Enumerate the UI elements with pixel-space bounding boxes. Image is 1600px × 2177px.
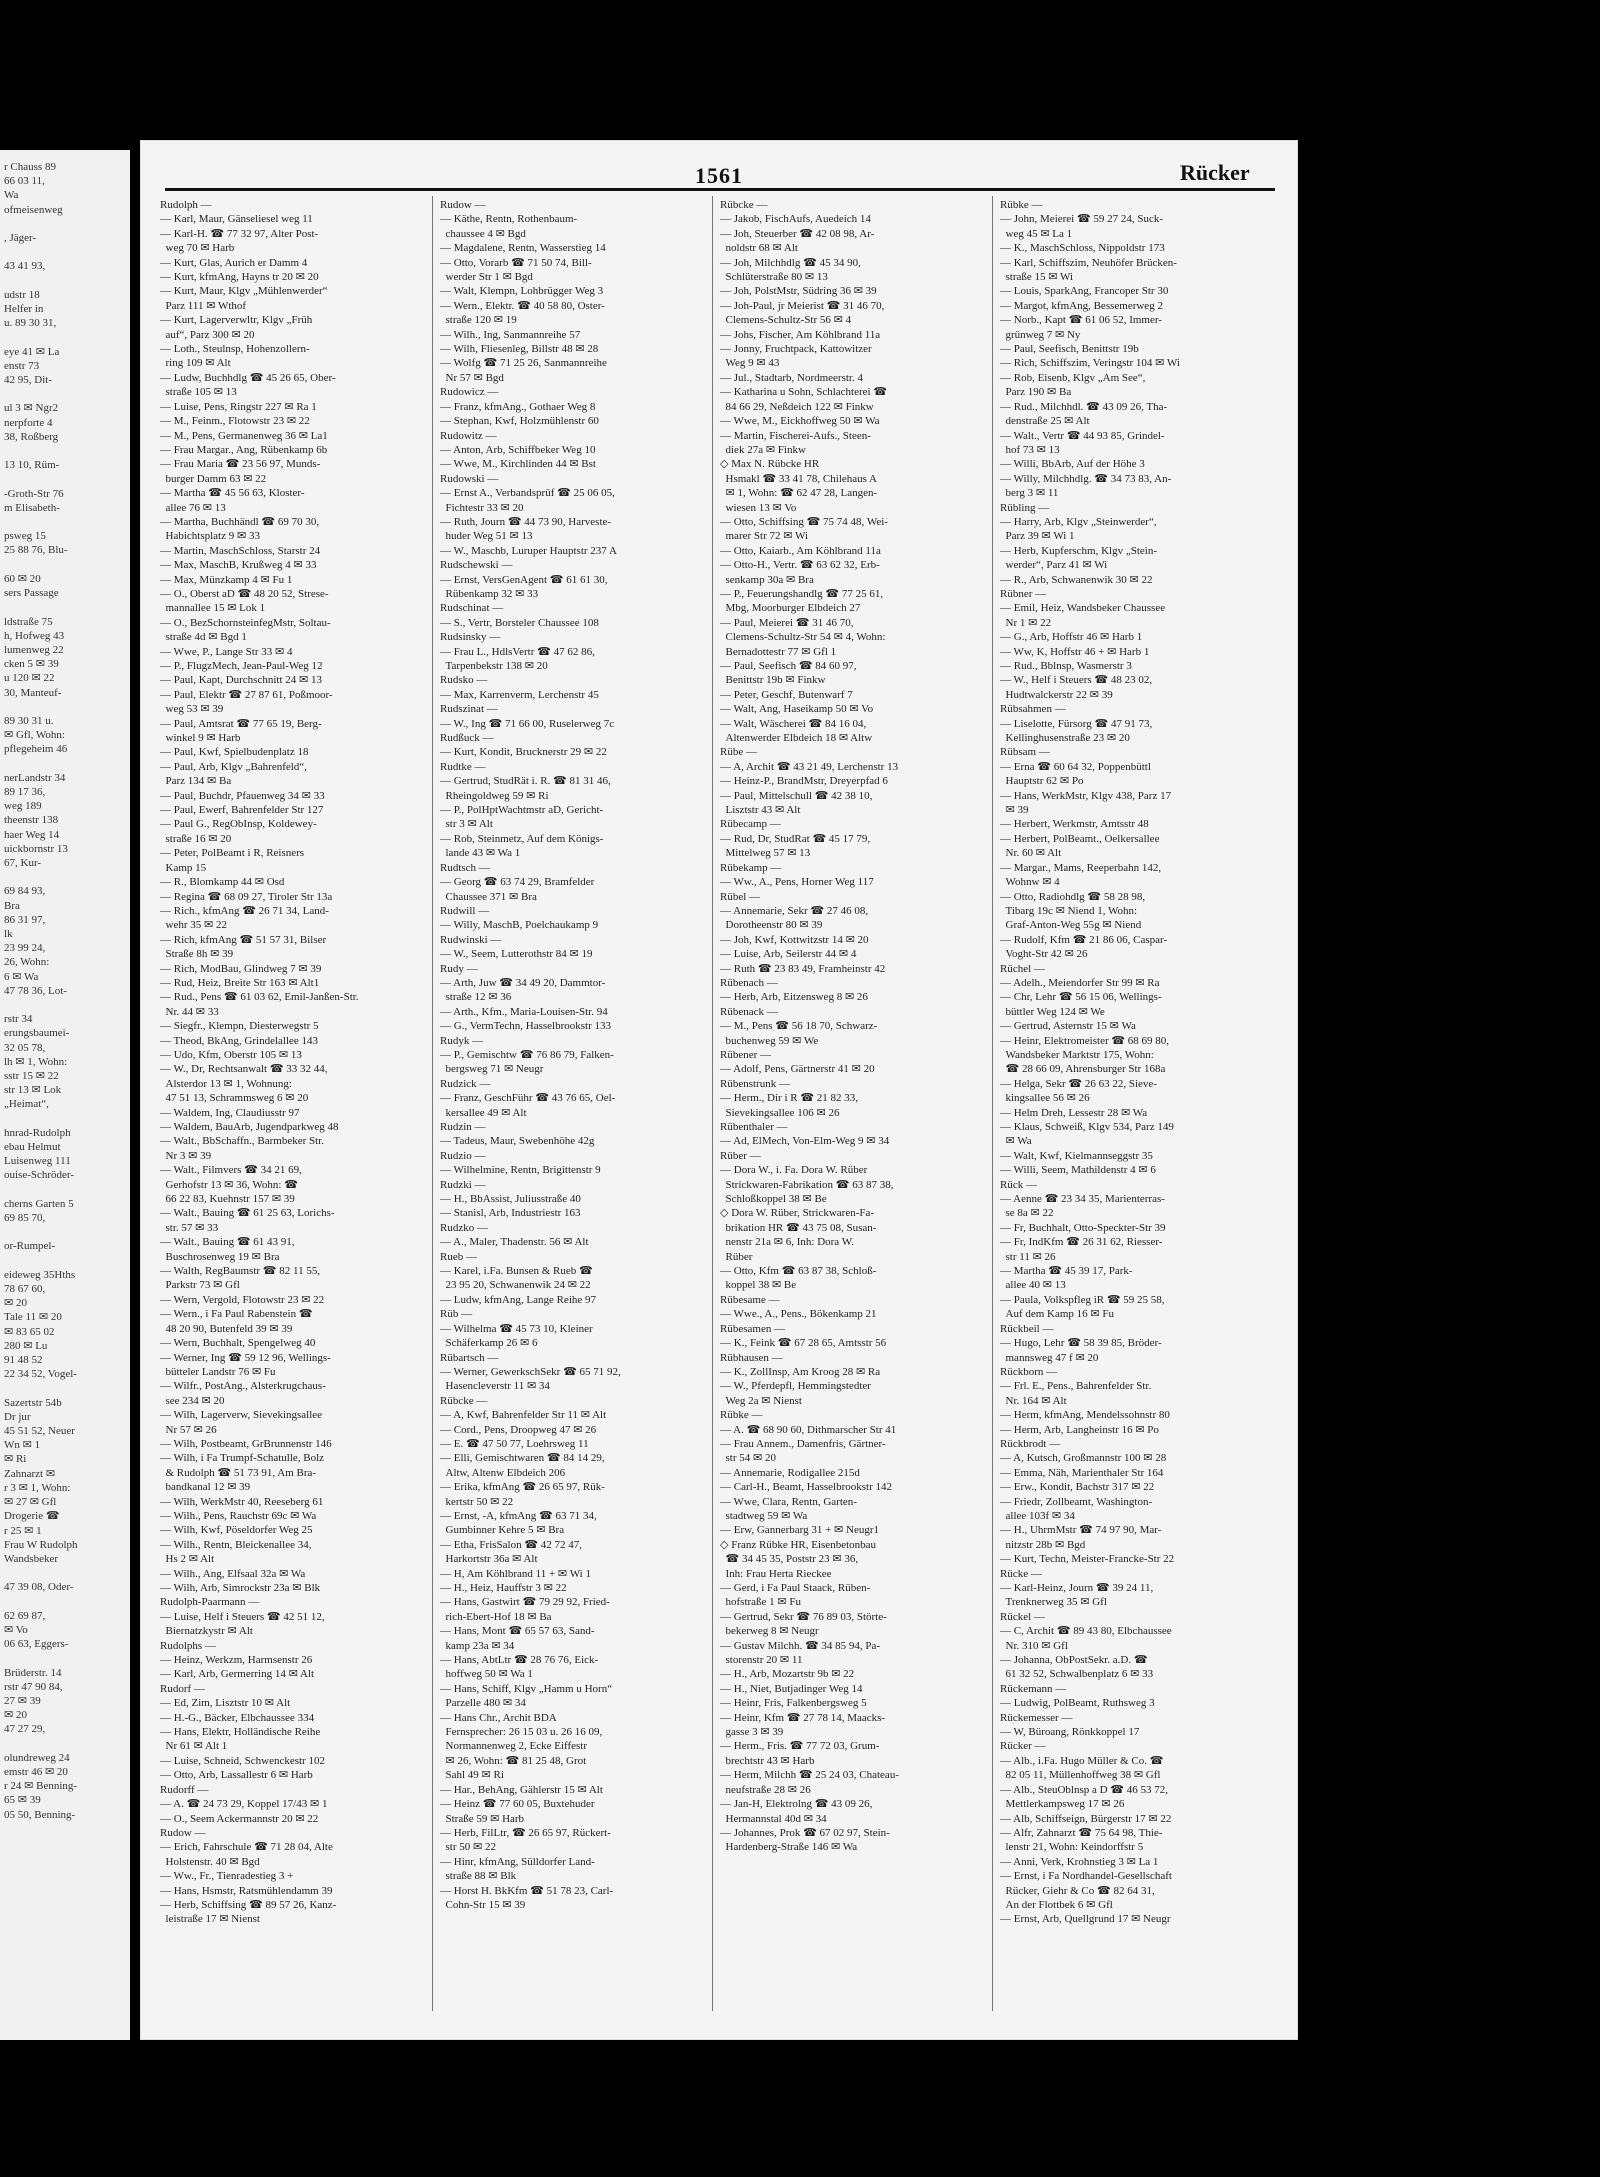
directory-column-4: Rübke — — John, Meierei ☎ 59 27 24, Suck- weg 45 ✉ La 1 — K., MaschSchloss, Nippoldstr 173 — Karl, Schiffszim, Neuhöfer Brücken- straße 15 ✉ Wi — Louis, SparkAng, Francoper Str 30 — Margot, kfmAng, Bessemerweg 2 — Norb., Kapt ☎ 61 06 52, Immer- grünweg 7 ✉ Ny — Paul, Seefisch, Benittstr 19b — Rich, Schiffszim, Veringstr 104 ✉ Wi — Rob, Eisenb, Klgv „Am See“, Parz 190 ✉ Ba — Rud., Milchhdl. ☎ 43 09 26, Tha- denstraße 25 ✉ Alt — Walt., Vertr ☎ 44 93 85, Grindel- hof 73 ✉ 13 — Willi, BbArb, Auf der Höhe 3 — Willy, Milchhdlg. ☎ 34 73 83, An- berg 3 ✉ 11 Rübling — — Harry, Arb, Klgv „Steinwerder“, Parz 39 ✉ Wi 1 — Herb, Kupferschm, Klgv „Stein- werder“, Parz 41 ✉ Wi — R., Arb, Schwanenwik 30 ✉ 22 Rübner — — Emil, Heiz, Wandsbeker Chaussee Nr 1 ✉ 22 — G., Arb, Hoffstr 46 ✉ Harb 1 — Ww, K, Hoffstr 46 + ✉ Harb 1 — Rud., Bblnsp, Wasmerstr 3 — W., Helf i Steuers ☎ 48 23 02, Hudtwalckerstr 22 ✉ 39 Rübsahmen — — Liselotte, Fürsorg ☎ 47 91 73, Kellinghusenstraße 23 ✉ 20 Rübsam — — Erna ☎ 60 64 32, Poppenbüttl Hauptstr 62 ✉ Po — Hans, WerkMstr, Klgv 438, Parz 17 ✉ 39 — Herbert, Werkmstr, Amtsstr 48 — Herbert, PolBeamt., Oelkersallee Nr. 60 ✉ Alt — Margar., Mams, Reeperbahn 142, Wohnw ✉ 4 — Otto, Radiohdlg ☎ 58 28 98, Tibarg 19c ✉ Niend 1, Wohn: Graf-Anton-Weg 55g ✉ Niend — Rudolf, Kfm ☎ 21 86 06, Caspar- Voght-Str 42 ✉ 26 Rüchel — — Adelh., Meiendorfer Str 99 ✉ Ra — Chr, Lehr ☎ 56 15 06, Wellings- büttler Weg 124 ✉ We — Gertrud, Asternstr 15 ✉ Wa — Heinr, Elektromeister ☎ 68 69 80, Wandsbeker Marktstr 175, Wohn: ☎ 28 66 09, Ahrensburger Str 168a — Helga, Sekr ☎ 26 63 22, Sieve- kingsallee 56 ✉ 26 — Helm Dreh, Lessestr 28 ✉ Wa — Klaus, Schweiß, Klgv 534, Parz 149 ✉ Wa — Walt, Kwf, Kielmannseggstr 35 — Willi, Seem, Mathildenstr 4 ✉ 6 Rück — — Aenne ☎ 23 34 35, Marienterras- se 8a ✉ 22 — Fr, Buchhalt, Otto-Speckter-Str 39 — Fr, IndKfm ☎ 26 31 62, Riesser- str 11 ✉ 26 — Martha ☎ 45 39 17, Park- allee 40 ✉ 13 — Paula, Volkspfleg iR ☎ 59 25 58, Auf dem Kamp 16 ✉ Fu Rückbeil — — Hugo, Lehr ☎ 58 39 85, Bröder- mannsweg 47 f ✉ 20 Rückborn — — Frl. E., Pens., Bahrenfelder Str. Nr. 164 ✉ Alt — Herm, kfmAng, Mendelssohnstr 80 — Herm, Arb, Langheinstr 16 ✉ Po Rückbrodt — — A, Kutsch, Großmannstr 100 ✉ 28 — Emma, Näh, Marienthaler Str 164 — Erw., Kondit, Bachstr 317 ✉ 22 — Friedr, Zollbeamt, Washington- allee 103f ✉ 34 — H., UhrmMstr ☎ 74 97 90, Mar- nitzstr 28b ✉ Bgd — Kurt, Techn, Meister-Francke-Str 22 Rücke — — Karl-Heinz, Journ ☎ 39 24 11, Trenknerweg 35 ✉ Gfl Rückel — — C, Archit ☎ 89 43 80, Elbchaussee Nr. 310 ✉ Gfl — Johanna, ObPostSekr. a.D. ☎ 61 32 52, Schwalbenplatz 6 ✉ 33 Rückemann — — Ludwig, PolBeamt, Ruthsweg 3 Rückemesser — — W, Büroang, Rönkkoppel 17 Rücker — — Alb., i.Fa. Hugo Müller & Co. ☎ 82 05 11, Müllenhoffweg 38 ✉ Gfl — Alb., SteuOblnsp a D ☎ 46 53 72, Mettlerkampsweg 17 ✉ 26 — Alb, Schiffseign, Bürgerstr 17 ✉ 22 — Alfr, Zahnarzt ☎ 75 64 98, Thie- lenstr 21, Wohn: Keindorffstr 5 — Anni, Verk, Krohnstieg 3 ✉ La 1 — Ernst, i Fa Nordhandel-Gesellschaft Rücker, Giehr & Co ☎ 82 64 31, An der Flottbek 6 ✉ Gfl — Ernst, Arb, Quellgrund 17 ✉ Neugr bbox=[1000, 199, 1180, 1926]
column-divider bbox=[712, 196, 713, 2011]
directory-column-1: Rudolph — — Karl, Maur, Gänseliesel weg 11 — Karl-H. ☎ 77 32 97, Alter Post- weg 70 ✉ Harb — Kurt, Glas, Aurich er Damm 4 — Kurt, kfmAng, Hayns tr 20 ✉ 20 — Kurt, Maur, Klgv „Mühlenwerder“ Parz 111 ✉ Wthof — Kurt, Lagerverwltr, Klgv „Früh auf“, Parz 300 ✉ 20 — Loth., Steulnsp, Hohenzollern- ring 109 ✉ Alt — Ludw, Buchhdlg ☎ 45 26 65, Ober- straße 105 ✉ 13 — Luise, Pens, Ringstr 227 ✉ Ra 1 — M., Feinm., Flotowstr 23 ✉ 22 — M., Pens, Germanenweg 36 ✉ La1 — Frau Margar., Ang, Rübenkamp 6b — Frau Maria ☎ 23 56 97, Munds- burger Damm 63 ✉ 22 — Martha ☎ 45 56 63, Kloster- allee 76 ✉ 13 — Martha, Buchhändl ☎ 69 70 30, Habichtsplatz 9 ✉ 33 — Martin, MaschSchloss, Starstr 24 — Max, MaschB, Krußweg 4 ✉ 33 — Max, Münzkamp 4 ✉ Fu 1 — O., Oberst aD ☎ 48 20 52, Strese- mannallee 15 ✉ Lok 1 — O., BezSchornsteinfegMstr, Soltau- straße 4d ✉ Bgd 1 — Wwe, P., Lange Str 33 ✉ 4 — P., FlugzMech, Jean-Paul-Weg 12 — Paul, Kapt, Durchschnitt 24 ✉ 13 — Paul, Elektr ☎ 27 87 61, Poßmoor- weg 53 ✉ 39 — Paul, Amtsrat ☎ 77 65 19, Berg- winkel 9 ✉ Harb — Paul, Kwf, Spielbudenplatz 18 — Paul, Arb, Klgv „Bahrenfeld“, Parz 134 ✉ Ba — Paul, Buchdr, Pfauenweg 34 ✉ 33 — Paul, Ewerf, Bahrenfelder Str 127 — Paul G., RegObInsp, Koldewey- straße 16 ✉ 20 — Peter, PolBeamt i R, Reisners Kamp 15 — R., Blomkamp 44 ✉ Osd — Regina ☎ 68 09 27, Tiroler Str 13a — Rich., kfmAng ☎ 26 71 34, Land- wehr 35 ✉ 22 — Rich, kfmAng ☎ 51 57 31, Bilser Straße 8h ✉ 39 — Rich, ModBau, Glindweg 7 ✉ 39 — Rud, Heiz, Breite Str 163 ✉ Alt1 — Rud., Pens ☎ 61 03 62, Emil-Janßen-Str. Nr. 44 ✉ 33 — Siegfr., Klempn, Diesterwegstr 5 — Theod, BkAng, Grindelallee 143 — Udo, Kfm, Oberstr 105 ✉ 13 — W., Dr, Rechtsanwalt ☎ 33 32 44, Alsterdor 13 ✉ 1, Wohnung: 47 51 13, Schrammsweg 6 ✉ 20 — Waldem, Ing, Claudiusstr 97 — Waldem, BauArb, Jugendparkweg 48 — Walt., BbSchaffn., Barmbeker Str. Nr 3 ✉ 39 — Walt., Filmvers ☎ 34 21 69, Gerhofstr 13 ✉ 36, Wohn: ☎ 66 22 83, Kuehnstr 157 ✉ 39 — Walt., Bauing ☎ 61 25 63, Lorichs- str. 57 ✉ 33 — Walt., Bauing ☎ 61 43 91, Buschrosenweg 19 ✉ Bra — Walth, RegBaumstr ☎ 82 11 55, Parkstr 73 ✉ Gfl — Wern, Vergold, Flotowstr 23 ✉ 22 — Wern., i Fa Paul Rabenstein ☎ 48 20 90, Butenfeld 39 ✉ 39 — Wern, Buchhalt, Spengelweg 40 — Werner, Ing ☎ 59 12 96, Wellings- bütteler Landstr 76 ✉ Fu — Wilfr., PostAng., Alsterkrugchaus- see 234 ✉ 20 — Wilh, Lagerverw, Sievekingsallee Nr 57 ✉ 26 — Wilh, Postbeamt, GrBrunnenstr 146 — Wilh, i Fa Trumpf-Schatulle, Bolz & Rudolph ☎ 51 73 91, Am Bra- bandkanal 12 ✉ 39 — Wilh, WerkMstr 40, Reeseberg 61 — Wilh., Pens, Rauchstr 69c ✉ Wa — Wilh, Kwf, Pöseldorfer Weg 25 — Wilh., Rentn, Bleickenallee 34, Hs 2 ✉ Alt — Wilh., Ang, Elfsaal 32a ✉ Wa — Wilh, Arb, Simrockstr 23a ✉ Blk Rudolph-Paarmann — — Luise, Helf i Steuers ☎ 42 51 12, Biernatzkystr ✉ Alt Rudolphs — — Heinz, Werkzm, Harmsenstr 26 — Karl, Arb, Germerring 14 ✉ Alt Rudorf — — Ed, Zim, Lisztstr 10 ✉ Alt — H.-G., Bäcker, Elbchaussee 334 — Hans, Elektr, Holländische Reihe Nr 61 ✉ Alt 1 — Luise, Schneid, Schwenckestr 102 — Otto, Arb, Lassallestr 6 ✉ Harb Rudorff — — A. ☎ 24 73 29, Koppel 17/43 ✉ 1 — O., Seem Ackermannstr 20 ✉ 22 Rudow — — Erich, Fahrschule ☎ 71 28 04, Alte Holstenstr. 40 ✉ Bgd — Ww., Fr., Tienradestieg 3 + — Hans, Hsmstr, Ratsmühlendamm 39 — Herb, Schiffsing ☎ 89 57 26, Kanz- leistraße 17 ✉ Nienst bbox=[160, 199, 359, 1926]
directory-column-3: Rübcke — — Jakob, FischAufs, Auedeich 14 — Joh, Steuerber ☎ 42 08 98, Ar- noldstr 68 ✉ Alt — Joh, Milchhdlg ☎ 45 34 90, Schlüterstraße 80 ✉ 13 — Joh, PolstMstr, Südring 36 ✉ 39 — Joh-Paul, jr Meierist ☎ 31 46 70, Clemens-Schultz-Str 56 ✉ 4 — Johs, Fischer, Am Köhlbrand 11a — Jonny, Fruchtpack, Kattowitzer Weg 9 ✉ 43 — Jul., Stadtarb, Nordmeerstr. 4 — Katharina u Sohn, Schlachterei ☎ 84 66 29, Neßdeich 122 ✉ Finkw — Wwe, M., Eickhoffweg 50 ✉ Wa — Martin, Fischerei-Aufs., Steen- diek 27a ✉ Finkw ◇ Max N. Rübcke HR Hsmakl ☎ 33 41 78, Chilehaus A ✉ 1, Wohn: ☎ 62 47 28, Langen- wiesen 13 ✉ Vo — Otto, Schiffsing ☎ 75 74 48, Wei- marer Str 72 ✉ Wi — Otto, Kaiarb., Am Köhlbrand 11a — Otto-H., Vertr. ☎ 63 62 32, Erb- senkamp 30a ✉ Bra — P., Feuerungshandlg ☎ 77 25 61, Mbg, Moorburger Elbdeich 27 — Paul, Meierei ☎ 31 46 70, Clemens-Schultz-Str 54 ✉ 4, Wohn: Bernadottestr 77 ✉ Gfl 1 — Paul, Seefisch ☎ 84 60 97, Benittstr 19b ✉ Finkw — Peter, Geschf, Butenwarf 7 — Walt, Ang, Haseikamp 50 ✉ Vo — Walt, Wäscherei ☎ 84 16 04, Altenwerder Elbdeich 18 ✉ Altw Rübe — — A, Archit ☎ 43 21 49, Lerchenstr 13 — Heinz-P., BrandMstr, Dreyerpfad 6 — Paul, Mittelschull ☎ 42 38 10, Lisztstr 43 ✉ Alt Rübecamp — — Rud, Dr, StudRat ☎ 45 17 79, Mittelweg 57 ✉ 13 Rübekamp — — Ww., A., Pens, Horner Weg 117 Rübel — — Annemarie, Sekr ☎ 27 46 08, Dorotheenstr 80 ✉ 39 — Joh, Kwf, Kottwitzstr 14 ✉ 20 — Luise, Arb, Seilerstr 44 ✉ 4 — Ruth ☎ 23 83 49, Framheinstr 42 Rübenach — — Herb, Arb, Eitzensweg 8 ✉ 26 Rübenack — — M., Pens ☎ 56 18 70, Schwarz- buchenweg 59 ✉ We Rübener — — Adolf, Pens, Gärtnerstr 41 ✉ 20 Rübenstrunk — — Herm., Dir i R ☎ 21 82 33, Sievekingsallee 106 ✉ 26 Rübenthaler — — Ad, ElMech, Von-Elm-Weg 9 ✉ 34 Rüber — — Dora W., i. Fa. Dora W. Rüber Strickwaren-Fabrikation ☎ 63 87 38, Schloßkoppel 38 ✉ Be ◇ Dora W. Rüber, Strickwaren-Fa- brikation HR ☎ 43 75 08, Susan- nenstr 21a ✉ 6, Inh: Dora W. Rüber — Otto, Kfm ☎ 63 87 38, Schloß- koppel 38 ✉ Be Rübesame — — Wwe., A., Pens., Bökenkamp 21 Rübesamen — — K., Feink ☎ 67 28 65, Amtsstr 56 Rübhausen — — K., ZollInsp, Am Kroog 28 ✉ Ra — W., Pferdepfl, Hemmingstedter Weg 2a ✉ Nienst Rübke — — A. ☎ 68 90 60, Dithmarscher Str 41 — Frau Annem., Damenfris, Gärtner- str 54 ✉ 20 — Annemarie, Rodigallee 215d — Carl-H., Beamt, Hasselbrookstr 142 — Wwe, Clara, Rentn, Garten- stadtweg 59 ✉ Wa — Erw, Gannerbarg 31 + ✉ Neugr1 ◇ Franz Rübke HR, Eisenbetonbau ☎ 34 45 35, Poststr 23 ✉ 36, Inh: Frau Herta Rieckee — Gerd, i Fa Paul Staack, Rüben- hofstraße 1 ✉ Fu — Gertrud, Sekr ☎ 76 89 03, Störte- bekerweg 8 ✉ Neugr — Gustav Milchh. ☎ 34 85 94, Pa- storenstr 20 ✉ 11 — H., Arb, Mozartstr 9b ✉ 22 — H., Niet, Butjadinger Weg 14 — Heinr, Fris, Falkenbergsweg 5 — Heinr, Kfm ☎ 27 78 14, Maacks- gasse 3 ✉ 39 — Herm., Fris. ☎ 77 72 03, Grum- brechtstr 43 ✉ Harb — Herm, Milchh ☎ 25 24 03, Chateau- neufstraße 28 ✉ 26 — Jan-H, Elektrolng ☎ 43 09 26, Hermannstal 40d ✉ 34 — Johannes, Prok ☎ 67 02 97, Stein- Hardenberg-Straße 146 ✉ Wa bbox=[720, 199, 899, 1854]
column-divider bbox=[432, 196, 433, 2011]
directory-column-2: Rudow — — Käthe, Rentn, Rothenbaum- chaussee 4 ✉ Bgd — Magdalene, Rentn, Wasserstieg 14 — Otto, Vorarb ☎ 71 50 74, Bill- werder Str 1 ✉ Bgd — Walt, Klempn, Lohbrügger Weg 3 — Wern., Elektr. ☎ 40 58 80, Oster- straße 120 ✉ 19 — Wilh., Ing, Sanmannreihe 57 — Wilh, Fliesenleg, Billstr 48 ✉ 28 — Wolfg ☎ 71 25 26, Sanmannreihe Nr 57 ✉ Bgd Rudowicz — — Franz, kfmAng., Gothaer Weg 8 — Stephan, Kwf, Holzmühlenstr 60 Rudowitz — — Anton, Arb, Schiffbeker Weg 10 — Wwe, M., Kirchlinden 44 ✉ Bst Rudowski — — Ernst A., Verbandsprüf ☎ 25 06 05, Fichtestr 33 ✉ 20 — Ruth, Journ ☎ 44 73 90, Harveste- huder Weg 51 ✉ 13 — W., Maschb, Luruper Hauptstr 237 A Rudschewski — — Ernst, VersGenAgent ☎ 61 61 30, Rübenkamp 32 ✉ 33 Rudschinat — — S., Vertr, Borsteler Chaussee 108 Rudsinsky — — Frau L., HdlsVertr ☎ 47 62 86, Tarpenbekstr 138 ✉ 20 Rudsko — — Max, Karrenverm, Lerchenstr 45 Rudszinat — — W., Ing ☎ 71 66 00, Ruselerweg 7c Rudßuck — — Kurt, Kondit, Brucknerstr 29 ✉ 22 Rudtke — — Gertrud, StudRät i. R. ☎ 81 31 46, Rheingoldweg 59 ✉ Ri — P., PolHptWachtmstr aD, Gericht- str 3 ✉ Alt — Rob, Steinmetz, Auf dem Königs- lande 43 ✉ Wa 1 Rudtsch — — Georg ☎ 63 74 29, Bramfelder Chaussee 371 ✉ Bra Rudwill — — Willy, MaschB, Poelchaukamp 9 Rudwinski — — W., Seem, Lutterothstr 84 ✉ 19 Rudy — — Arth, Juw ☎ 34 49 20, Dammtor- straße 12 ✉ 36 — Arth., Kfm., Maria-Louisen-Str. 94 — G., VermTechn, Hasselbrookstr 133 Rudyk — — P., Gemischtw ☎ 76 86 79, Falken- bergsweg 71 ✉ Neugr Rudzick — — Franz, GeschFühr ☎ 43 76 65, Oel- kersallee 49 ✉ Alt Rudzin — — Tadeus, Maur, Swebenhöhe 42g Rudzio — — Wilhelmine, Rentn, Brigittenstr 9 Rudzki — — H., BbAssist, Juliusstraße 40 — Stanisl, Arb, Industriestr 163 Rudzko — — A., Maler, Thadenstr. 56 ✉ Alt Rueb — — Karel, i.Fa. Bunsen & Rueb ☎ 23 95 20, Schwanenwik 24 ✉ 22 — Ludw, kfmAng, Lange Reihe 97 Rüb — — Wilhelma ☎ 45 73 10, Kleiner Schäferkamp 26 ✉ 6 Rübartsch — — Werner, GewerkschSekr ☎ 65 71 92, Hasencleverstr 11 ✉ 34 Rübcke — — A, Kwf, Bahrenfelder Str 11 ✉ Alt — Cord., Pens, Droopweg 47 ✉ 26 — E. ☎ 47 50 77, Loehrsweg 11 — Elli, Gemischtwaren ☎ 84 14 29, Altw, Altenw Elbdeich 206 — Erika, kfmAng ☎ 26 65 97, Rük- kertstr 50 ✉ 22 — Ernst, -A, kfmAng ☎ 63 71 34, Gumbinner Kehre 5 ✉ Bra — Etha, FrisSalon ☎ 42 72 47, Harkortstr 36a ✉ Alt — H, Am Köhlbrand 11 + ✉ Wi 1 — H., Heiz, Hauffstr 3 ✉ 22 — Hans, Gastwirt ☎ 79 29 92, Fried- rich-Ebert-Hof 18 ✉ Ba — Hans, Mont ☎ 65 57 63, Sand- kamp 23a ✉ 34 — Hans, AbtLtr ☎ 28 76 76, Eick- hoffweg 50 ✉ Wa 1 — Hans, Schiff, Klgv „Hamm u Horn“ Parzelle 480 ✉ 34 — Hans Chr., Archit BDA Fernsprecher: 26 15 03 u. 26 16 09, Normannenweg 2, Ecke Eiffestr ✉ 26, Wohn: ☎ 81 25 48, Grot Sahl 49 ✉ Ri — Har., BehAng, Gählerstr 15 ✉ Alt — Heinz ☎ 77 60 05, Buxtehuder Straße 59 ✉ Harb — Herb, FilLtr, ☎ 26 65 97, Rückert- str 50 ✉ 22 — Hinr, kfmAng, Sülldorfer Land- straße 88 ✉ Blk — Horst H. BkKfm ☎ 51 78 23, Carl- Cohn-Str 15 ✉ 39 bbox=[440, 199, 621, 1911]
column-divider bbox=[992, 196, 993, 2011]
previous-page-text: r Chauss 89 66 03 11, Wa ofmeisenweg , Jäger- 43 41 93, udstr 18 Helfer in u. 89 30 31, eye 41 ✉ La enstr 73 42 95, Dit- ul 3 ✉ Ngr2 nerpforte 4 38, Roßberg 13 10, Rüm- -Groth-Str 76 m Elisabeth- psweg 15 25 88 76, Blu- 60 ✉ 20 sers Passage ldstraße 75 h, Hofweg 43 lumenweg 22 cken 5 ✉ 39 u 120 ✉ 22 30, Manteuf- 89 30 31 u. ✉ Gfl, Wohn: pflegeheim 46 nerLandstr 34 89 17 36, weg 189 theenstr 138 haer Weg 14 uickbornstr 13 67, Kur- 69 84 93, Bra 86 31 97, lk 23 99 24, 26, Wohn: 6 ✉ Wa 47 78 36, Lot- rstr 34 erungsbaumei- 32 05 78, lh ✉ 1, Wohn: sstr 15 ✉ 22 str 13 ✉ Lok „Heimat“, hnrad-Rudolph ebau Helmut Luisenweg 111 ouise-Schröder- cherns Garten 5 69 85 70, or-Rumpel- eideweg 35Hths 78 67 60, ✉ 20 Tale 11 ✉ 20 ✉ 83 65 02 280 ✉ Lu 91 48 52 22 34 52, Vogel- Sazertstr 54b Dr jur 45 51 52, Neuer Wn ✉ 1 ✉ Ri Zahnarzt ✉ r 3 ✉ 1, Wohn: ✉ 27 ✉ Gfl Drogerie ☎ r 25 ✉ 1 Frau W Rudolph Wandsbeker 47 39 08, Oder- 62 69 87, ✉ Vo 06 63, Eggers- Brüderstr. 14 rstr 47 90 84, 27 ✉ 39 ✉ 20 47 27 29, olundreweg 24 emstr 46 ✉ 20 r 24 ✉ Benning- 65 ✉ 39 05 50, Benning- bbox=[4, 161, 78, 1821]
header-rule bbox=[165, 188, 1275, 191]
running-header: Rücker bbox=[1180, 160, 1250, 185]
previous-page-edge bbox=[0, 150, 130, 2040]
page-number: 1561 bbox=[695, 163, 743, 188]
